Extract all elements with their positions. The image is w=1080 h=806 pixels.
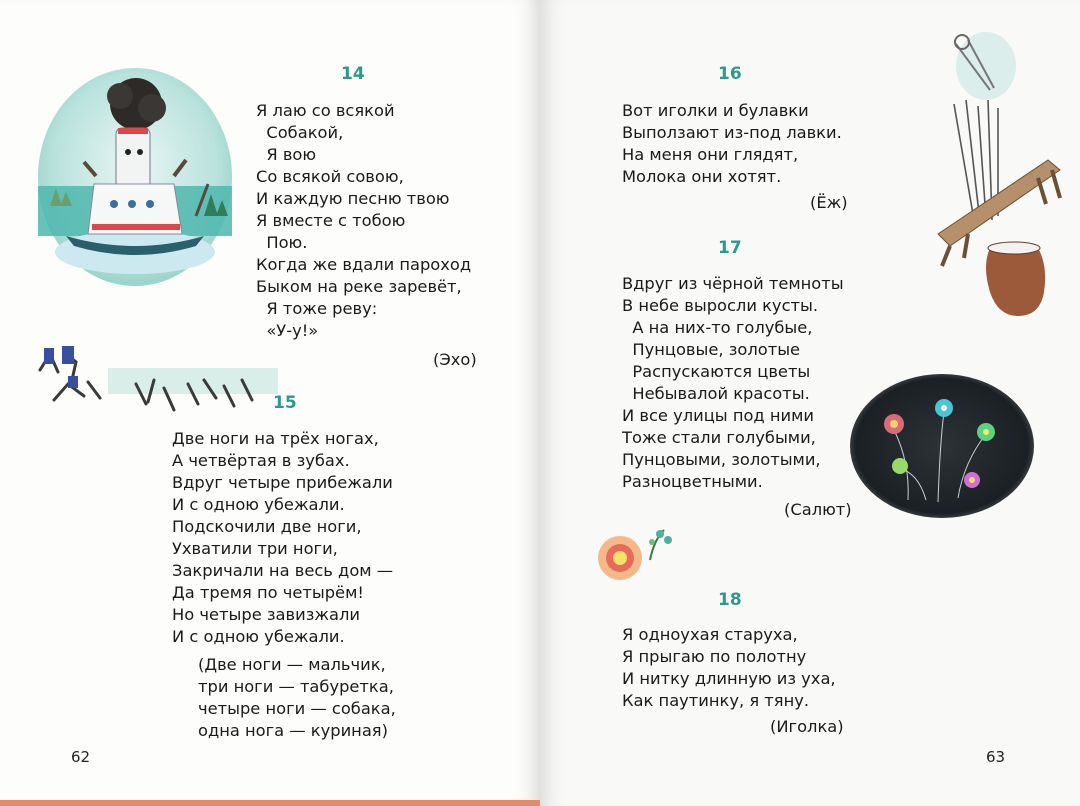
- riddle-answer: (Иголка): [770, 717, 844, 736]
- riddle-number: 15: [273, 393, 297, 413]
- riddle-text: Я одноухая старуха, Я прыгаю по полотну И нитку длинную из уха, Как паутинку, я тяну.: [622, 625, 836, 710]
- riddle-text: Я лаю со всякой Собакой, Я вою Со всякой совою, И каждую песню твою Я вместе с тобою Пою. Когда же вдали пароход Быком на реке заревёт, Я тоже реву: «У-у!»: [256, 101, 472, 340]
- flower-decoration: [594, 520, 678, 584]
- fireworks-salute-illustration: [848, 372, 1036, 520]
- riddle-number: 14: [341, 64, 365, 84]
- page-edge: [0, 800, 540, 806]
- riddle-answer: (Салют): [784, 500, 852, 519]
- right-page: [540, 0, 1080, 806]
- running-legs-illustration: [28, 340, 278, 420]
- riddle-text: Вдруг из чёрной темноты В небе выросли кусты. А на них-то голубые, Пунцовые, золотые Распускаются цветы Небывалой красоты. И все улицы под ними Тоже стали голубыми, Пунцовыми, золотыми, Разноцветными.: [622, 274, 844, 491]
- riddle-number: 16: [718, 64, 742, 84]
- needles-bench-milk-illustration: [928, 30, 1078, 320]
- riddle-number: 18: [718, 590, 742, 610]
- steamboat-echo-illustration: [36, 66, 234, 288]
- page-number: 62: [71, 748, 91, 766]
- riddle-text: Две ноги на трёх ногах, А четвёртая в зубах. Вдруг четыре прибежали И с одною убежали. Подскочили две ноги, Ухватили три ноги, Закричали на весь дом — Да тремя по четырём! Но четыре завизжали И с одною убежали.: [172, 429, 394, 646]
- riddle-text: Вот иголки и булавки Выползают из-под лавки. На меня они глядят, Молока они хотят.: [622, 101, 842, 186]
- riddle-answer: (Эхо): [433, 350, 477, 369]
- riddle-answer: (Две ноги — мальчик, три ноги — табуретка, четыре ноги — собака, одна нога — куриная): [198, 655, 396, 740]
- page-number: 63: [986, 748, 1006, 766]
- riddle-number: 17: [718, 238, 742, 258]
- riddle-answer: (Ёж): [810, 193, 848, 212]
